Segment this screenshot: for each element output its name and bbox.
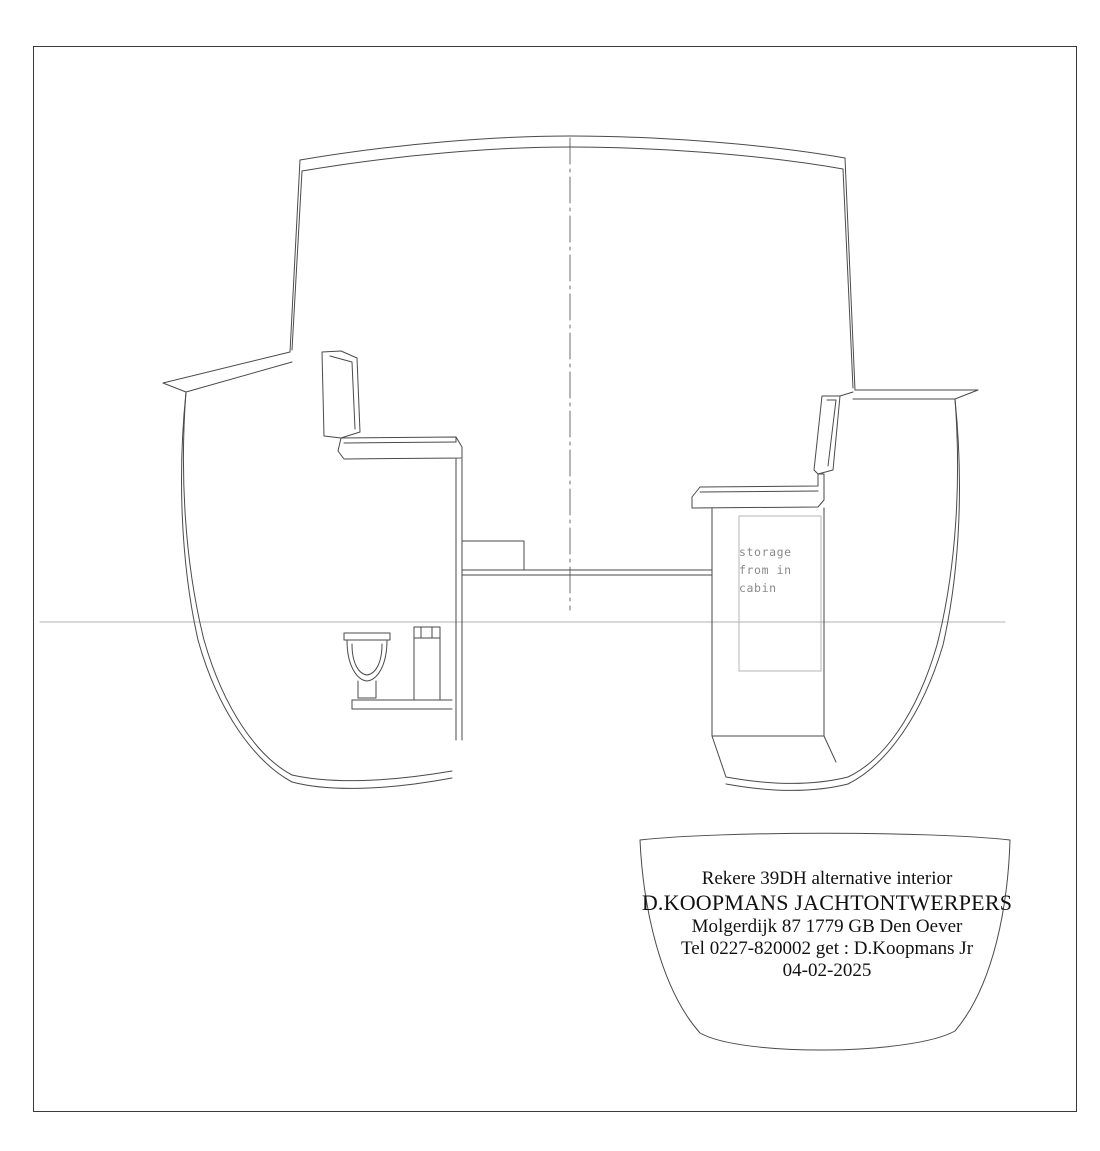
titleblock-date: 04-02-2025 [782, 959, 872, 981]
titleblock-contact: Tel 0227-820002 get : D.Koopmans Jr [680, 937, 974, 959]
titleblock-company: D.KOOPMANS JACHTONTWERPERS [641, 890, 1013, 916]
storage-annotation-line-2: from in [739, 562, 792, 577]
titleblock-address: Molgerdijk 87 1779 GB Den Oever [691, 915, 963, 937]
storage-annotation-line-3: cabin [739, 580, 777, 595]
titleblock-project: Rekere 39DH alternative interior [701, 868, 953, 889]
drawing-border-frame [33, 46, 1077, 1112]
storage-annotation-line-1: storage [739, 545, 792, 559]
